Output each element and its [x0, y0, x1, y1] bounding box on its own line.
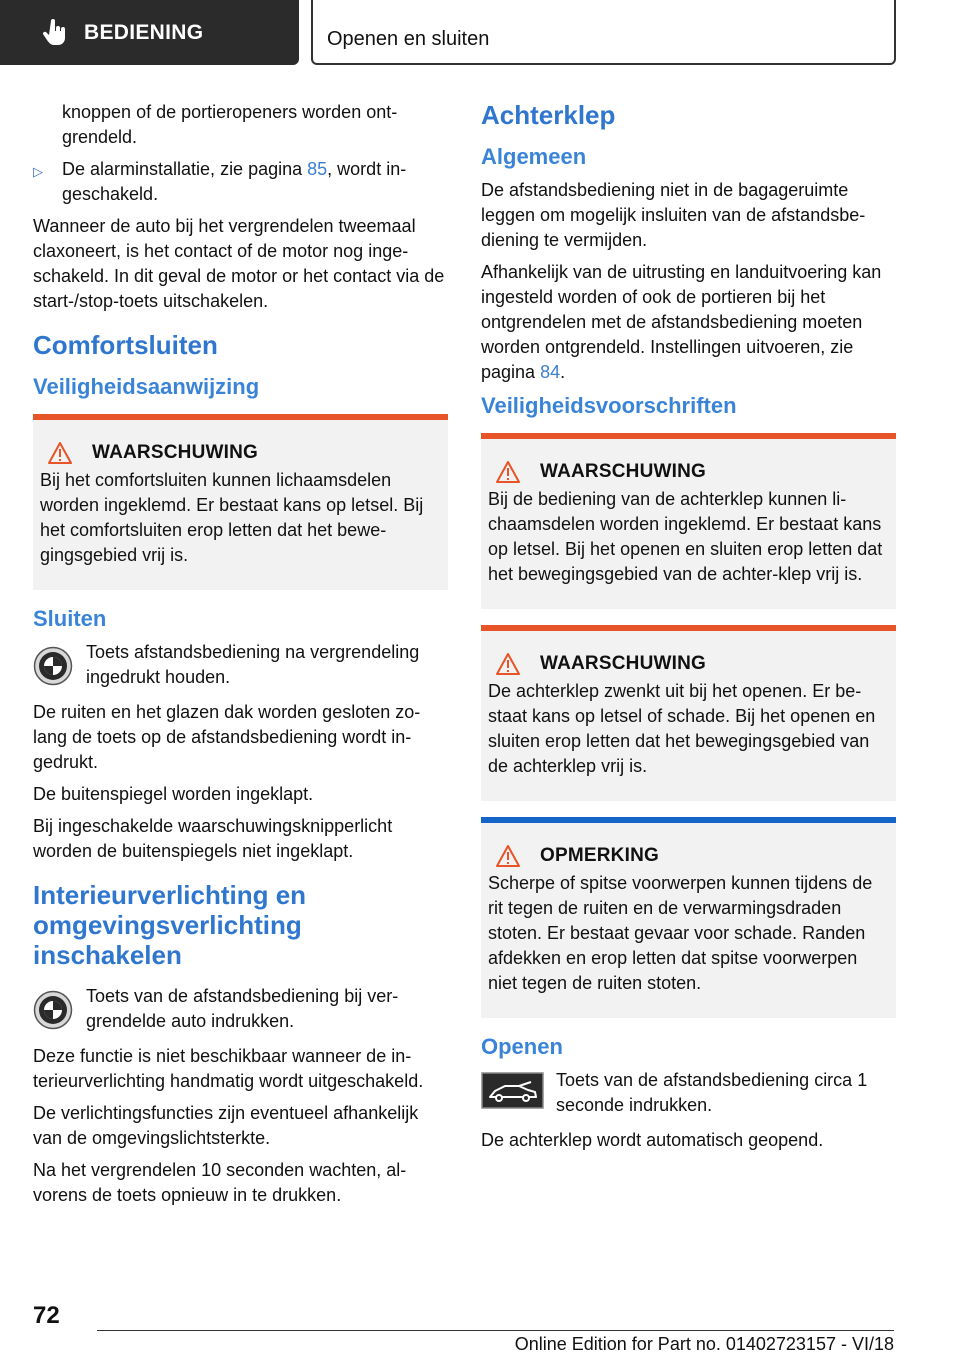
heading-comfort: Comfortsluiten [33, 330, 218, 360]
icon-instruction [481, 1068, 896, 1118]
icon-instruction-text: Toets van de afstandsbediening bij ver‐grendelde auto indrukken. [86, 986, 399, 1031]
subheading-general: Algemeen [481, 144, 587, 169]
hand-pointer-icon [42, 19, 68, 47]
paragraph: De achterklep wordt automatisch geopend. [481, 1130, 824, 1150]
note-text: Scherpe of spitse voorwerpen kunnen tijdens de rit tegen de ruiten en de verwarmingsdraden stoten. Er bestaat gevaar voor schade. Randen afdekken en erop letten dat spitse voorwerpen niet tegen de ruiten stoten. [488, 873, 873, 993]
footer-edition: Online Edition for Part no. 01402723157 - VI/18 [514, 1334, 894, 1354]
paragraph-text-end: . [560, 362, 566, 382]
warning-box [33, 414, 448, 590]
warning-box [481, 433, 896, 609]
subheading-open: Openen [481, 1034, 563, 1059]
warning-triangle-icon [496, 845, 520, 867]
paragraph: De verlichtingsfuncties zijn eventueel afhankelijk van de omgevingslichtsterkte. [33, 1103, 419, 1148]
icon-instruction [33, 984, 448, 1034]
heading-interior: Interieurverlichting en omgevingsverlichting inschakelen [33, 880, 307, 970]
left-column [33, 100, 448, 1215]
paragraph: De ruiten en het glazen dak worden gesloten zo‐lang de toets op de afstandsbediening wordt in‐gedrukt. [33, 702, 421, 772]
paragraph [481, 260, 896, 385]
warning-triangle-icon [496, 461, 520, 483]
paragraph: De afstandsbediening niet in de bagageruimte leggen om mogelijk insluiten van de afstandsbe‐diening te vermijden. [481, 180, 866, 250]
paragraph-text: Afhankelijk van de uitrusting en landuitvoering kan ingesteld worden of ook de portieren bij het ontgrendelen met de afstandsbediening moeten worden ontgrendeld. Instellingen uitvoeren, zie pagina [481, 262, 882, 382]
warning-title: WAARSCHUWING [540, 461, 706, 482]
page-number: 72 [33, 1302, 60, 1329]
icon-instruction-text: Toets afstandsbediening na vergrendeling ingedrukt houden. [86, 642, 420, 687]
warning-title: WAARSCHUWING [92, 442, 258, 463]
page-link[interactable]: 84 [540, 362, 561, 382]
icon-instruction-text: Toets van de afstandsbediening circa 1 seconde indrukken. [556, 1070, 868, 1115]
right-column [481, 100, 896, 1160]
note-box [481, 817, 896, 1018]
warning-triangle-icon [48, 442, 72, 464]
bullet-text: De alarminstallatie, zie pagina [62, 159, 308, 179]
paragraph: Bij ingeschakelde waarschuwingsknipperlicht worden de buitenspiegels niet ingeklapt. [33, 816, 393, 861]
paragraph: Wanneer de auto bij het vergrendelen tweemaal claxoneert, is het contact of de motor nog inge‐schakeld. In dit geval de motor or het contact via de start-/stop-toets uitschakelen. [33, 216, 445, 311]
bullet-text-end: , wordt in‐geschakeld. [62, 159, 407, 204]
bullet-item [33, 157, 448, 207]
paragraph: Deze functie is niet beschikbaar wanneer de in‐terieurverlichting handmatig wordt uitgeschakeld. [33, 1046, 424, 1091]
subheading-safety: Veiligheidsvoorschriften [481, 393, 737, 418]
paragraph: Na het vergrendelen 10 seconden wachten, al‐vorens de toets opnieuw in te drukken. [33, 1160, 407, 1205]
warning-text: De achterklep zwenkt uit bij het openen. Er be‐staat kans op letsel of schade. Bij het openen en sluiten erop letten dat het bewegingsgebied van de achterklep vrij is. [488, 681, 876, 776]
warning-text: Bij de bediening van de achterklep kunnen li‐chaamsdelen worden ingeklemd. Er bestaat kans op letsel. Bij het openen en sluiten erop letten dat het bewegingsgebied van de achter‐klep vrij is. [488, 489, 883, 584]
warning-box [481, 625, 896, 801]
heading-trunk: Achterklep [481, 100, 616, 130]
warning-triangle-icon [496, 653, 520, 675]
subheading-close: Sluiten [33, 606, 107, 631]
paragraph: De buitenspiegel worden ingeklapt. [33, 784, 314, 804]
warning-title: WAARSCHUWING [540, 653, 706, 674]
note-title: OPMERKING [540, 845, 659, 866]
page-link[interactable]: 85 [307, 159, 328, 179]
header-section-tab [0, 0, 299, 65]
bmw-key-button-icon [33, 990, 73, 1030]
chapter-title: Openen en sluiten [327, 28, 490, 50]
bmw-key-button-icon [33, 646, 73, 686]
section-label: BEDIENING [84, 20, 204, 44]
icon-instruction [33, 640, 448, 690]
car-trunk-button-icon [481, 1072, 544, 1109]
header-chapter-tab [311, 0, 896, 65]
bullet-triangle-icon: ▷ [33, 164, 43, 179]
continued-text: knoppen of de portieropeners worden ont‐grendeld. [62, 102, 398, 147]
footer-divider [97, 1330, 894, 1331]
warning-text: Bij het comfortsluiten kunnen lichaamsdelen worden ingeklemd. Er bestaat kans op letsel. Bij het comfortsluiten erop letten dat het bewe‐gingsgebied vrij is. [40, 470, 424, 565]
subheading-safety: Veiligheidsaanwijzing [33, 374, 260, 399]
